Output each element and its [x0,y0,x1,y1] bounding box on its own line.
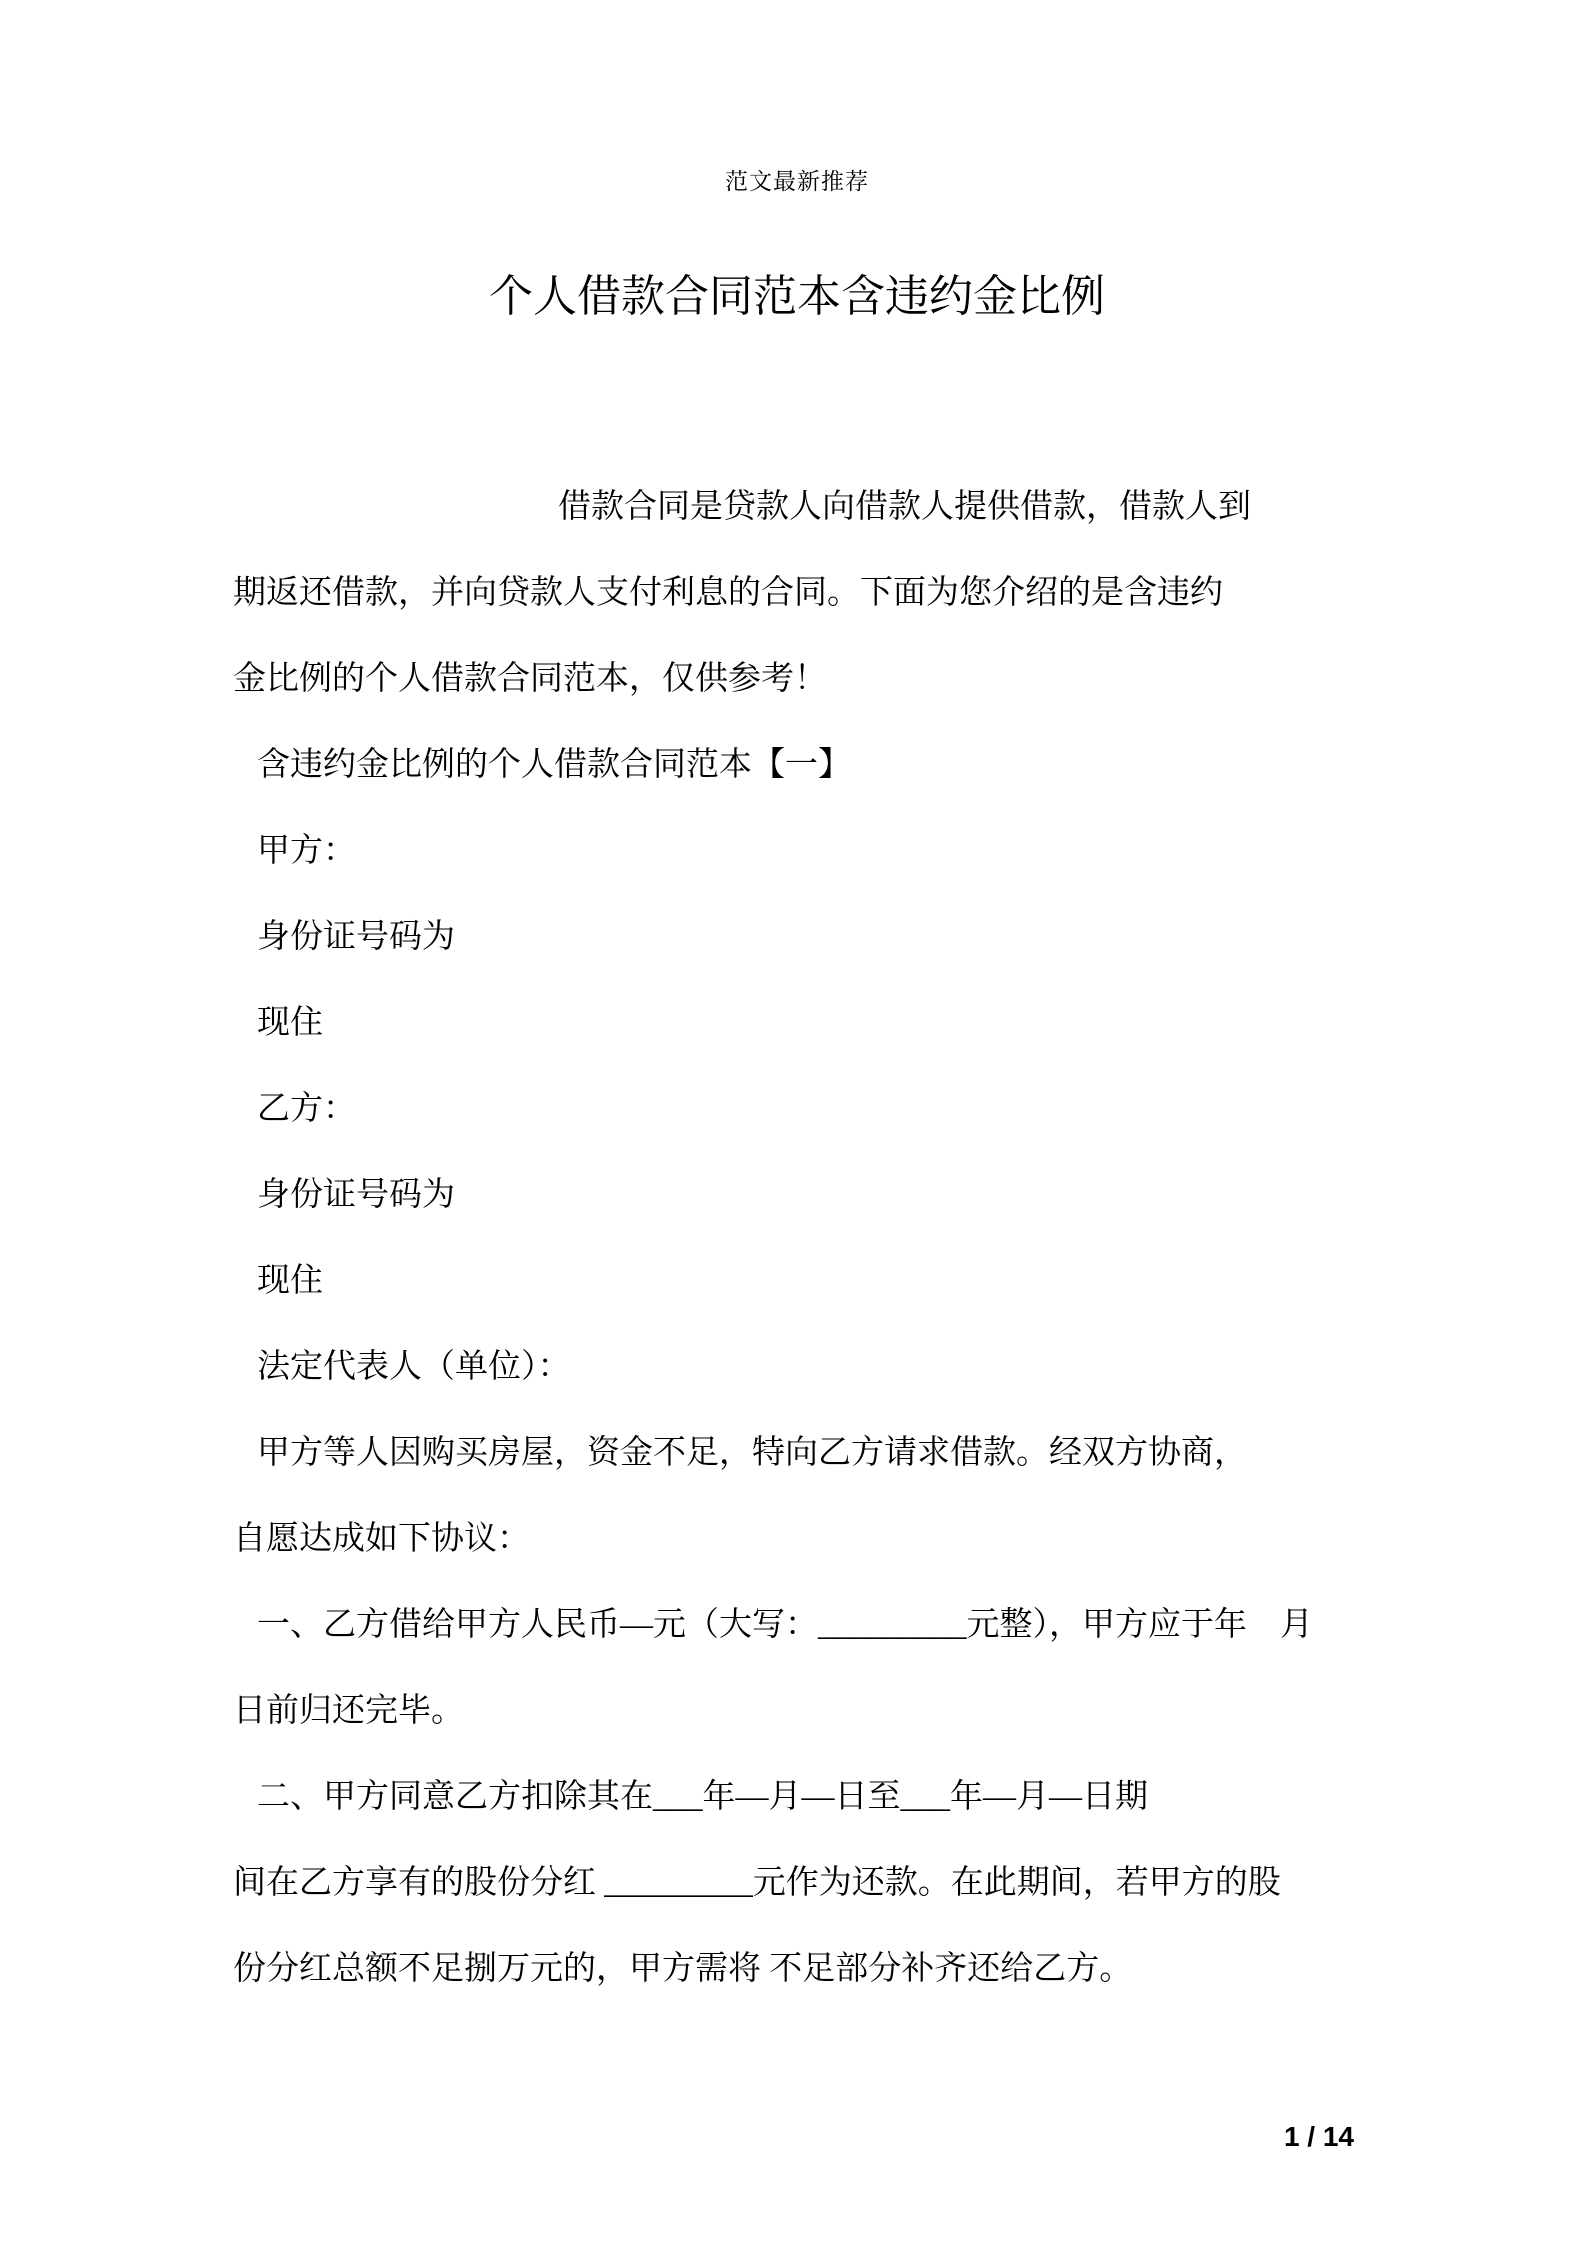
header-note: 范文最新推荐 [725,169,869,194]
document-line: 金比例的个人借款合同范本，仅供参考！ [233,661,827,697]
document-line: 间在乙方享有的股份分红 _________元作为还款。在此期间，若甲方的股 [233,1865,1281,1901]
document-line: 现住 [257,1263,323,1299]
document-line: 现住 [257,1005,323,1041]
document-line: 期返还借款，并向贷款人支付利息的合同。下面为您介绍的是含违约 [233,575,1223,611]
document-line: 身份证号码为 [257,1177,455,1213]
document-line: 日前归还完毕。 [233,1693,464,1729]
document-title: 个人借款合同范本含违约金比例 [489,272,1105,321]
page-number: 1 / 14 [1283,2121,1354,2152]
document-line: 甲方： [257,833,356,869]
document-line: 一、乙方借给甲方人民币—元（大写：_________元整），甲方应于年 月 [257,1607,1313,1643]
document-line: 份分红总额不足捌万元的，甲方需将 不足部分补齐还给乙方。 [233,1951,1133,1987]
document-line: 含违约金比例的个人借款合同范本【一】 [257,747,851,783]
document-line: 法定代表人（单位）： [257,1349,571,1385]
document-line: 自愿达成如下协议： [233,1521,530,1557]
document-line: 甲方等人因购买房屋，资金不足，特向乙方请求借款。经双方协商， [257,1435,1247,1471]
document-body [233,464,1373,2012]
document-line: 借款合同是贷款人向借款人提供借款，借款人到 [558,489,1251,525]
document-line: 二、甲方同意乙方扣除其在___年—月—日至___年—月—日期 [257,1779,1148,1815]
document-line: 乙方： [257,1091,356,1127]
document-line: 身份证号码为 [257,919,455,955]
